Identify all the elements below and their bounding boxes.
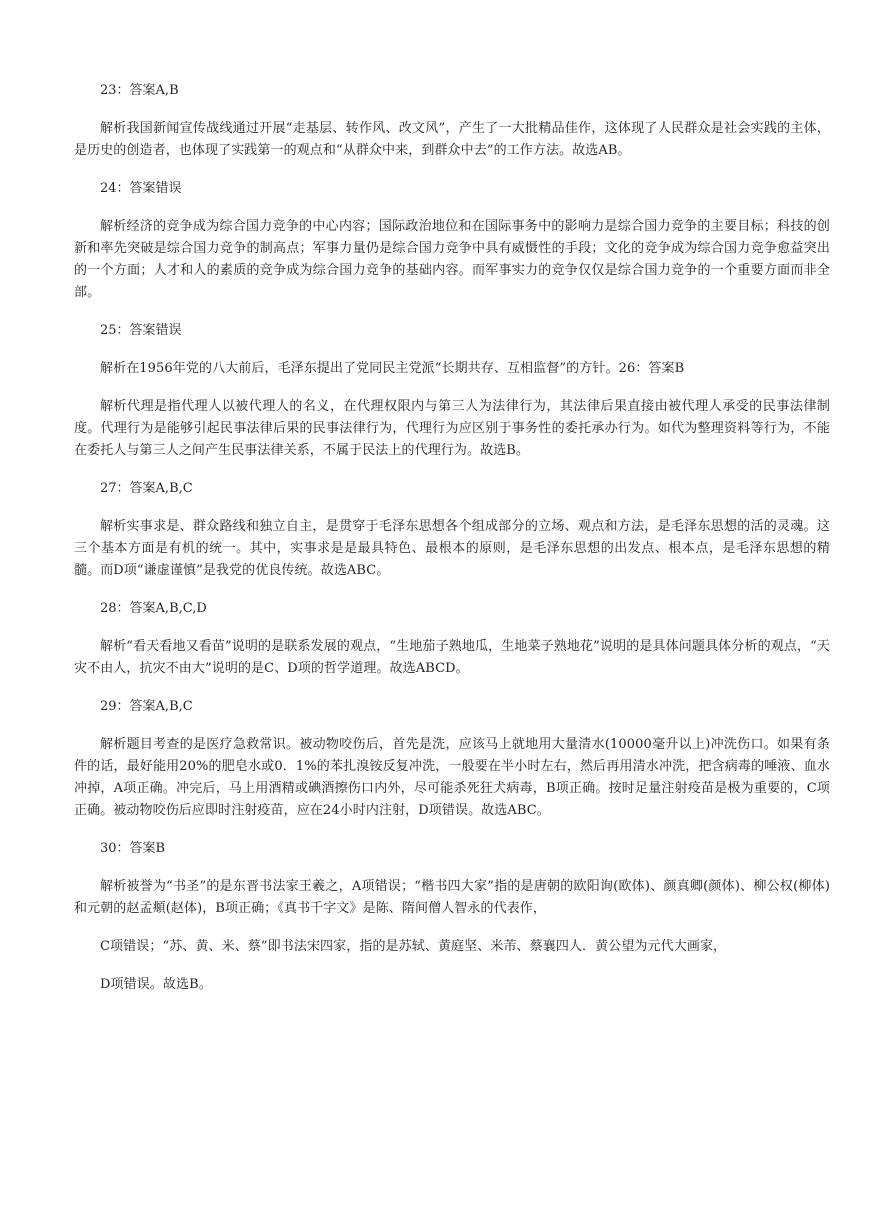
explanation-28: 解析“看天看地又看苗”说明的是联系发展的观点，“生地茄子熟地瓜，生地菜子熟地花”说明的是具体问题具体分析的观点，“天灾不由人，抗灾不由大”说明的是C、D项的哲学道理。故选ABCD。: [74, 639, 830, 676]
explanation-30-part-1: 解析被誉为“书圣”的是东晋书法家王羲之，A项错误；“楷书四大家”指的是唐朝的欧阳询(欧体)、颜真卿(颜体)、柳公权(柳体)和元朝的赵孟頫(赵体)，B项正确；《真书千字文》是陈、隋间僧人智永的代表作，: [74, 879, 830, 916]
explanation-23: 解析我国新闻宣传战线通过开展“走基层、转作风、改文风”，产生了一大批精品佳作，这体现了人民群众是社会实践的主体，是历史的创造者，也体现了实践第一的观点和“从群众中来，到群众中去”的工作方法。故选AB。: [74, 121, 830, 158]
answer-heading-30: 30：答案B: [100, 841, 166, 856]
answer-heading-27: 27：答案A,B,C: [100, 481, 193, 496]
answer-heading-29: 29：答案A,B,C: [100, 699, 193, 714]
document-body: [74, 80, 830, 996]
explanation-30-part-2: C项错误；“苏、黄、米、蔡”即书法宋四家，指的是苏轼、黄庭坚、米芾、蔡襄四人．黄公望为元代大画家，: [100, 939, 727, 954]
explanation-27: 解析实事求是、群众路线和独立自主，是贯穿于毛泽东思想各个组成部分的立场、观点和方法，是毛泽东思想的活的灵魂。这三个基本方面是有机的统一。其中，实事求是是最具特色、最根本的原则，是毛泽东思想的出发点、根本点，是毛泽东思想的精髓。而D项“谦虚谨慎”是我党的优良传统。故选ABC。: [74, 519, 830, 578]
answer-heading-28: 28：答案A,B,C,D: [100, 601, 207, 616]
explanation-24: 解析经济的竞争成为综合国力竞争的中心内容；国际政治地位和在国际事务中的影响力是综合国力竞争的主要目标；科技的创新和率先突破是综合国力竞争的制高点；军事力量仍是综合国力竞争中具有威慑性的手段；文化的竞争成为综合国力竞争愈益突出的一个方面；人才和人的素质的竞争成为综合国力竞争的基础内容。而军事实力的竞争仅仅是综合国力竞争的一个重要方面而非全部。: [74, 219, 830, 300]
explanation-29: 解析题目考查的是医疗急救常识。被动物咬伤后，首先是洗，应该马上就地用大量清水(10000毫升以上)冲洗伤口。如果有条件的话，最好能用20%的肥皂水或0．1%的苯扎溴铵反复冲洗，一般要在半小时左右，然后再用清水冲洗，把含病毒的唾液、血水冲掉，A项正确。冲完后，马上用酒精或碘酒擦伤口内外，尽可能杀死狂犬病毒，B项正确。按时足量注射疫苗是极为重要的，C项正确。被动物咬伤后应即时注射疫苗，应在24小时内注射，D项错误。故选ABC。: [74, 737, 830, 818]
explanation-25: 解析在1956年党的八大前后，毛泽东提出了党同民主党派“长期共存、互相监督”的方针。26：答案B: [100, 361, 685, 376]
answer-heading-23: 23：答案A,B: [100, 83, 179, 98]
answer-heading-25: 25：答案错误: [100, 323, 182, 338]
answer-heading-24: 24：答案错误: [100, 181, 182, 196]
explanation-30-part-3: D项错误。故选B。: [100, 977, 212, 992]
explanation-26: 解析代理是指代理人以被代理人的名义，在代理权限内与第三人为法律行为，其法律后果直接由被代理人承受的民事法律制度。代理行为是能够引起民事法律后果的民事法律行为，代理行为应区别于事务性的委托承办行为。如代为整理资料等行为，不能在委托人与第三人之间产生民事法律关系，不属于民法上的代理行为。故选B。: [74, 399, 830, 458]
